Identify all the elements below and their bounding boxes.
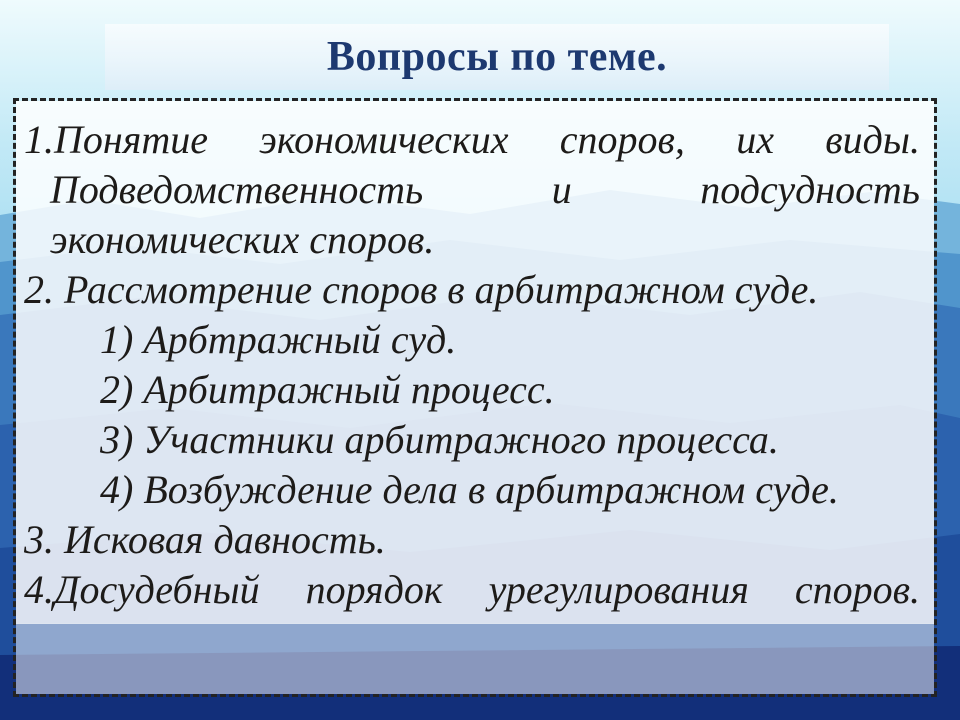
content-box-footer-band bbox=[16, 623, 934, 694]
question-2-sub-1: 1) Арбтражный суд. bbox=[100, 317, 457, 362]
question-1-line-3: экономических споров. bbox=[50, 217, 435, 262]
question-2-sub-4: 4) Возбуждение дела в арбитражном суде. bbox=[100, 467, 839, 512]
question-1-line-1: 1.Понятие экономических споров, их виды. bbox=[24, 117, 920, 162]
slide-title-bar bbox=[105, 24, 889, 90]
question-2-sub-2: 2) Арбитражный процесс. bbox=[100, 367, 555, 412]
question-2: 2. Рассмотрение споров в арбитражном суде. bbox=[24, 267, 819, 312]
slide-title: Вопросы по теме. bbox=[326, 34, 668, 80]
question-1-line-2: Подведомственность и подсудность bbox=[50, 167, 920, 212]
question-2-sub-3: 3) Участники арбитражного процесса. bbox=[100, 417, 779, 462]
questions-list bbox=[16, 101, 934, 623]
question-3: 3. Исковая давность. bbox=[24, 517, 386, 562]
question-4: 4.Досудебный порядок урегулирования споров. bbox=[24, 567, 920, 612]
questions-content-box bbox=[13, 98, 937, 697]
